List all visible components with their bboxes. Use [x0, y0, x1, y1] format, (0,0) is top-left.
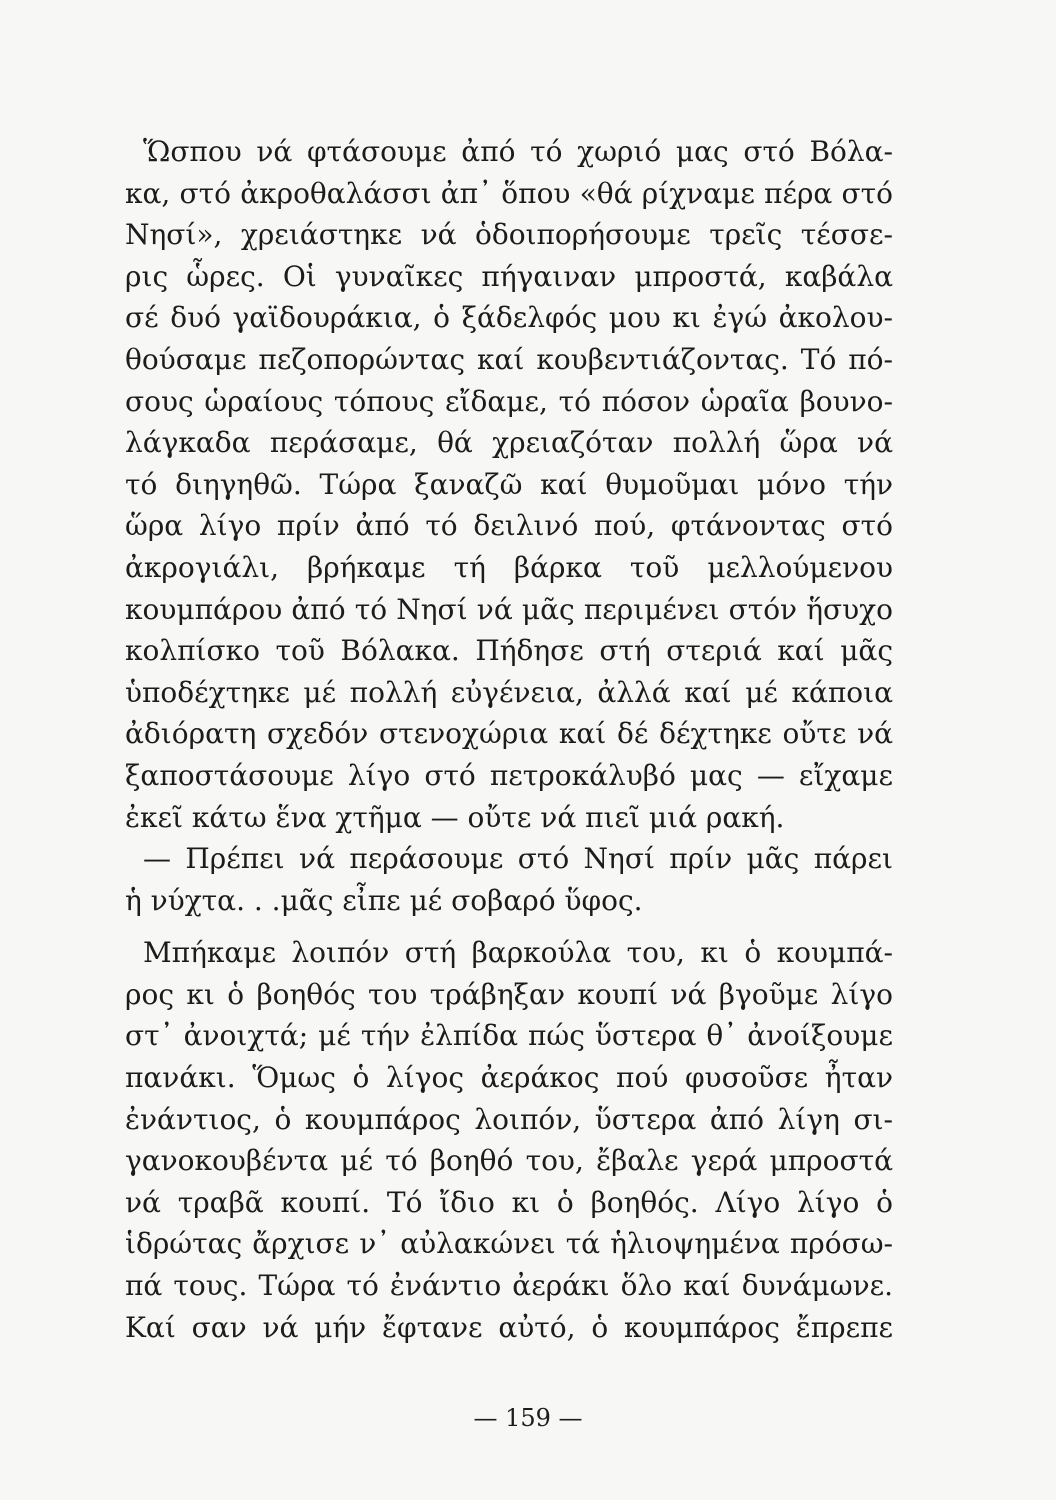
paragraph: [125, 131, 893, 838]
text-line: στ᾽ ἀνοιχτά; μέ τήν ἐλπίδα πώς ὕστερα θ᾽ ἀνοίξουμε: [125, 1019, 893, 1053]
body-text: [125, 131, 893, 1348]
text-line: ρος κι ὁ βοηθός του τράβηξαν κουπί νά βγοῦμε λίγο: [125, 977, 893, 1011]
text-line: νά τραβᾶ κουπί. Τό ἴδιο κι ὁ βοηθός. Λίγο λίγο ὁ: [125, 1185, 893, 1219]
text-line: — Πρέπει νά περάσουμε στό Νησί πρίν μᾶς πάρει: [143, 842, 893, 876]
text-line: ἱδρώτας ἄρχισε ν᾽ αὐλακώνει τά ἡλιοψημένα πρόσω-: [125, 1227, 893, 1261]
text-line: ἀδιόρατη σχεδόν στενοχώρια καί δέ δέχτηκε οὔτε νά: [125, 717, 893, 751]
text-line: Ὥσπου νά φτάσουμε ἀπό τό χωριό μας στό Βόλα-: [143, 135, 893, 168]
text-line: ὑποδέχτηκε μέ πολλή εὐγένεια, ἀλλά καί μέ κάποια: [125, 675, 893, 709]
text-line: πά τους. Τώρα τό ἐνάντιο ἀεράκι ὅλο καί δυνάμωνε.: [125, 1269, 893, 1303]
text-line: ρις ὧρες. Οἱ γυναῖκες πήγαιναν μπροστά, καβάλα: [125, 259, 893, 293]
text-line: ξαποστάσουμε λίγο στό πετροκάλυβό μας — εἴχαμε: [125, 758, 893, 792]
text-line: ἡ νύχτα. . .μᾶς εἶπε μέ σοβαρό ὕφος.: [125, 883, 643, 917]
dialogue-paragraph: [125, 838, 893, 921]
text-line: ἀκρογιάλι, βρήκαμε τή βάρκα τοῦ μελλούμενου: [125, 550, 893, 584]
page-number: — 159 —: [473, 1404, 583, 1432]
text-line: σέ δυό γαϊδουράκια, ὁ ξάδελφός μου κι ἐγώ ἀκολου-: [125, 301, 893, 335]
text-line: τό διηγηθῶ. Τώρα ξαναζῶ καί θυμοῦμαι μόνο τήν: [125, 467, 893, 501]
text-line: σους ὡραίους τόπους εἴδαμε, τό πόσον ὡραῖα βουνο-: [125, 384, 893, 418]
paragraph: [125, 932, 893, 1348]
text-line: κα, στό ἀκροθαλάσσι ἀπ᾽ ὅπου «θά ρίχναμε πέρα στό: [125, 176, 893, 210]
text-line: ἐκεῖ κάτω ἕνα χτῆμα — οὔτε νά πιεῖ μιά ρακή.: [125, 800, 785, 834]
text-line: Μπήκαμε λοιπόν στή βαρκούλα του, κι ὁ κουμπά-: [143, 936, 893, 970]
text-line: κουμπάρου ἀπό τό Νησί νά μᾶς περιμένει στόν ἥσυχο: [125, 592, 893, 626]
text-line: Καί σαν νά μήν ἔφτανε αὐτό, ὁ κουμπάρος ἔπρεπε: [125, 1310, 893, 1344]
text-line: κολπίσκο τοῦ Βόλακα. Πήδησε στή στεριά καί μᾶς: [125, 634, 893, 668]
paragraph-spacer: [125, 921, 893, 932]
text-line: λάγκαδα περάσαμε, θά χρειαζόταν πολλή ὥρα νά: [125, 426, 893, 460]
text-line: θούσαμε πεζοπορώντας καί κουβεντιάζοντας. Τό πό-: [125, 342, 893, 376]
text-line: ἐνάντιος, ὁ κουμπάρος λοιπόν, ὕστερα ἀπό λίγη σι-: [125, 1102, 893, 1136]
text-line: Νησί», χρειάστηκε νά ὁδοιπορήσουμε τρεῖς τέσσε-: [125, 218, 893, 252]
text-line: γανοκουβέντα μέ τό βοηθό του, ἔβαλε γερά μπροστά: [125, 1144, 893, 1178]
text-line: πανάκι. Ὅμως ὁ λίγος ἀεράκος πού φυσοῦσε ἦταν: [125, 1061, 893, 1095]
text-line: ὥρα λίγο πρίν ἀπό τό δειλινό πού, φτάνοντας στό: [125, 509, 893, 543]
